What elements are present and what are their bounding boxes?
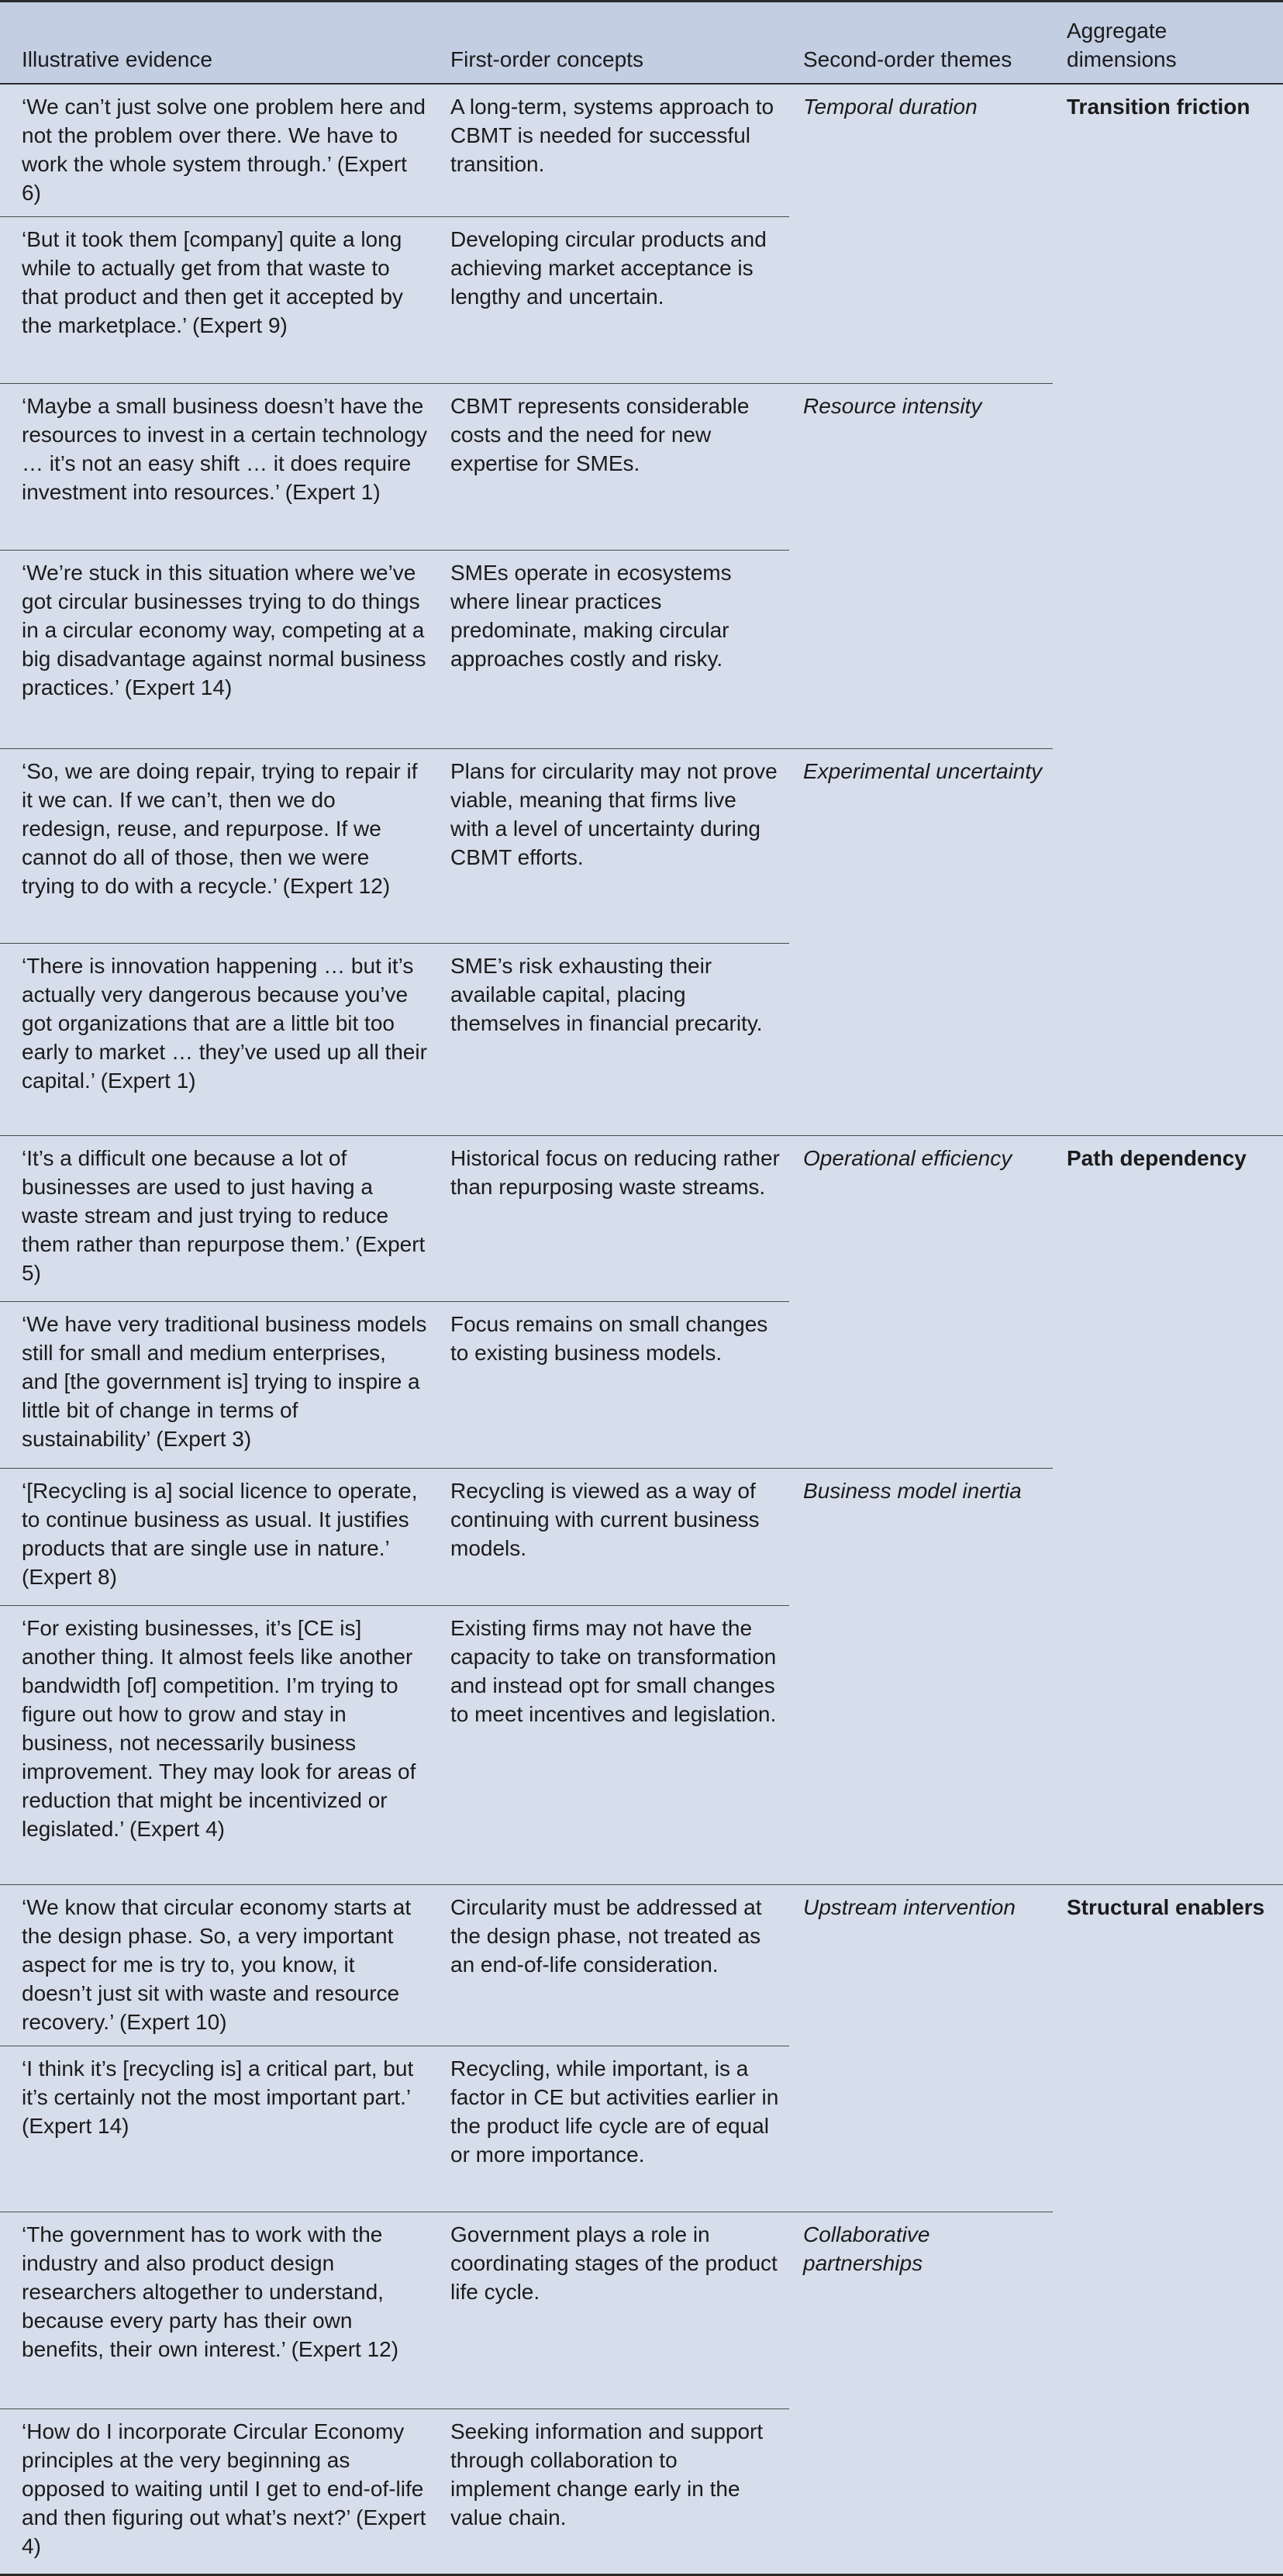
theme-cell: Operational efficiency [789, 1136, 1053, 1469]
evidence-cell: ‘So, we are doing repair, trying to repair if it we can. If we can’t, then we do redesign, reuse, and repurpose. If we cannot do all of those, then we were trying to do with a recycle.’ (Expert 12) [0, 749, 436, 944]
header-first-order: First-order concepts [436, 2, 789, 85]
table-row [0, 84, 1283, 217]
concept-cell: Historical focus on reducing rather than repurposing waste streams. [436, 1136, 789, 1302]
evidence-cell: ‘We know that circular economy starts at the design phase. So, a very important aspect for me is try to, you know, it doesn’t just sit with waste and resource recovery.’ (Expert 10) [0, 1885, 436, 2046]
concept-cell: Developing circular products and achieving market acceptance is lengthy and uncertain. [436, 217, 789, 384]
table-row [0, 1136, 1283, 1302]
concept-cell: Circularity must be addressed at the design phase, not treated as an end-of-life consideration. [436, 1885, 789, 2046]
evidence-cell: ‘It’s a difficult one because a lot of businesses are used to just having a waste stream and just trying to reduce them rather than repurpose them.’ (Expert 5) [0, 1136, 436, 1302]
header-evidence: Illustrative evidence [0, 2, 436, 85]
concept-cell: SME’s risk exhausting their available capital, placing themselves in financial precarity. [436, 944, 789, 1136]
evidence-cell: ‘[Recycling is a] social licence to operate, to continue business as usual. It justifies products that are single use in nature.’ (Expert 8) [0, 1469, 436, 1606]
evidence-cell: ‘Maybe a small business doesn’t have the resources to invest in a certain technology … it’s not an easy shift … it does require investment into resources.’ (Expert 1) [0, 384, 436, 551]
theme-cell: Business model inertia [789, 1469, 1053, 1885]
concept-cell: Government plays a role in coordinating stages of the product life cycle. [436, 2212, 789, 2409]
concept-cell: SMEs operate in ecosystems where linear practices predominate, making circular approaches costly and risky. [436, 551, 789, 749]
concept-cell: Plans for circularity may not prove viable, meaning that firms live with a level of uncertainty during CBMT efforts. [436, 749, 789, 944]
dimension-cell: Path dependency [1053, 1136, 1283, 1885]
evidence-cell: ‘But it took them [company] quite a long while to actually get from that waste to that product and then get it accepted by the marketplace.’ (Expert 9) [0, 217, 436, 384]
dimension-cell: Transition friction [1053, 84, 1283, 1136]
evidence-cell: ‘I think it’s [recycling is] a critical part, but it’s certainly not the most important part.’ (Expert 14) [0, 2046, 436, 2212]
theme-cell: Collaborative partnerships [789, 2212, 1053, 2575]
evidence-cell: ‘We have very traditional business models still for small and medium enterprises, and [the government is] trying to inspire a little bit of change in terms of sustainability’ (Expert 3) [0, 1302, 436, 1469]
evidence-cell: ‘The government has to work with the industry and also product design researchers altogether to understand, because every party has their own benefits, their own interest.’ (Expert 12) [0, 2212, 436, 2409]
theme-cell: Temporal duration [789, 84, 1053, 384]
concept-cell: Seeking information and support through collaboration to implement change early in the value chain. [436, 2409, 789, 2575]
evidence-cell: ‘For existing businesses, it’s [CE is] another thing. It almost feels like another bandwidth [of] competition. I’m trying to figure out how to grow and stay in business, not necessarily business improvement. They may look for areas of reduction that might be incentivized or legislated.’ (Expert 4) [0, 1606, 436, 1885]
theme-cell: Experimental uncertainty [789, 749, 1053, 1136]
concept-cell: Focus remains on small changes to existing business models. [436, 1302, 789, 1469]
table-row [0, 1885, 1283, 2046]
concept-cell: Recycling is viewed as a way of continuing with current business models. [436, 1469, 789, 1606]
table-header-row [0, 2, 1283, 85]
header-second-order: Second-order themes [789, 2, 1053, 85]
concept-cell: CBMT represents considerable costs and the need for new expertise for SMEs. [436, 384, 789, 551]
theme-cell: Upstream intervention [789, 1885, 1053, 2212]
dimension-cell: Structural enablers [1053, 1885, 1283, 2575]
concept-cell: Existing firms may not have the capacity to take on transformation and instead opt for small changes to meet incentives and legislation. [436, 1606, 789, 1885]
concept-cell: Recycling, while important, is a factor in CE but activities earlier in the product life cycle are of equal or more importance. [436, 2046, 789, 2212]
header-aggregate: Aggregate dimensions [1053, 2, 1283, 85]
evidence-cell: ‘We’re stuck in this situation where we’ve got circular businesses trying to do things in a circular economy way, competing at a big disadvantage against normal business practices.’ (Expert 14) [0, 551, 436, 749]
evidence-cell: ‘How do I incorporate Circular Economy principles at the very beginning as opposed to waiting until I get to end-of-life and then figuring out what’s next?’ (Expert 4) [0, 2409, 436, 2575]
evidence-cell: ‘There is innovation happening … but it’s actually very dangerous because you’ve got organizations that are a little bit too early to market … they’ve used up all their capital.’ (Expert 1) [0, 944, 436, 1136]
theme-cell: Resource intensity [789, 384, 1053, 749]
evidence-cell: ‘We can’t just solve one problem here and not the problem over there. We have to work the whole system through.’ (Expert 6) [0, 84, 436, 217]
concept-cell: A long-term, systems approach to CBMT is needed for successful transition. [436, 84, 789, 217]
